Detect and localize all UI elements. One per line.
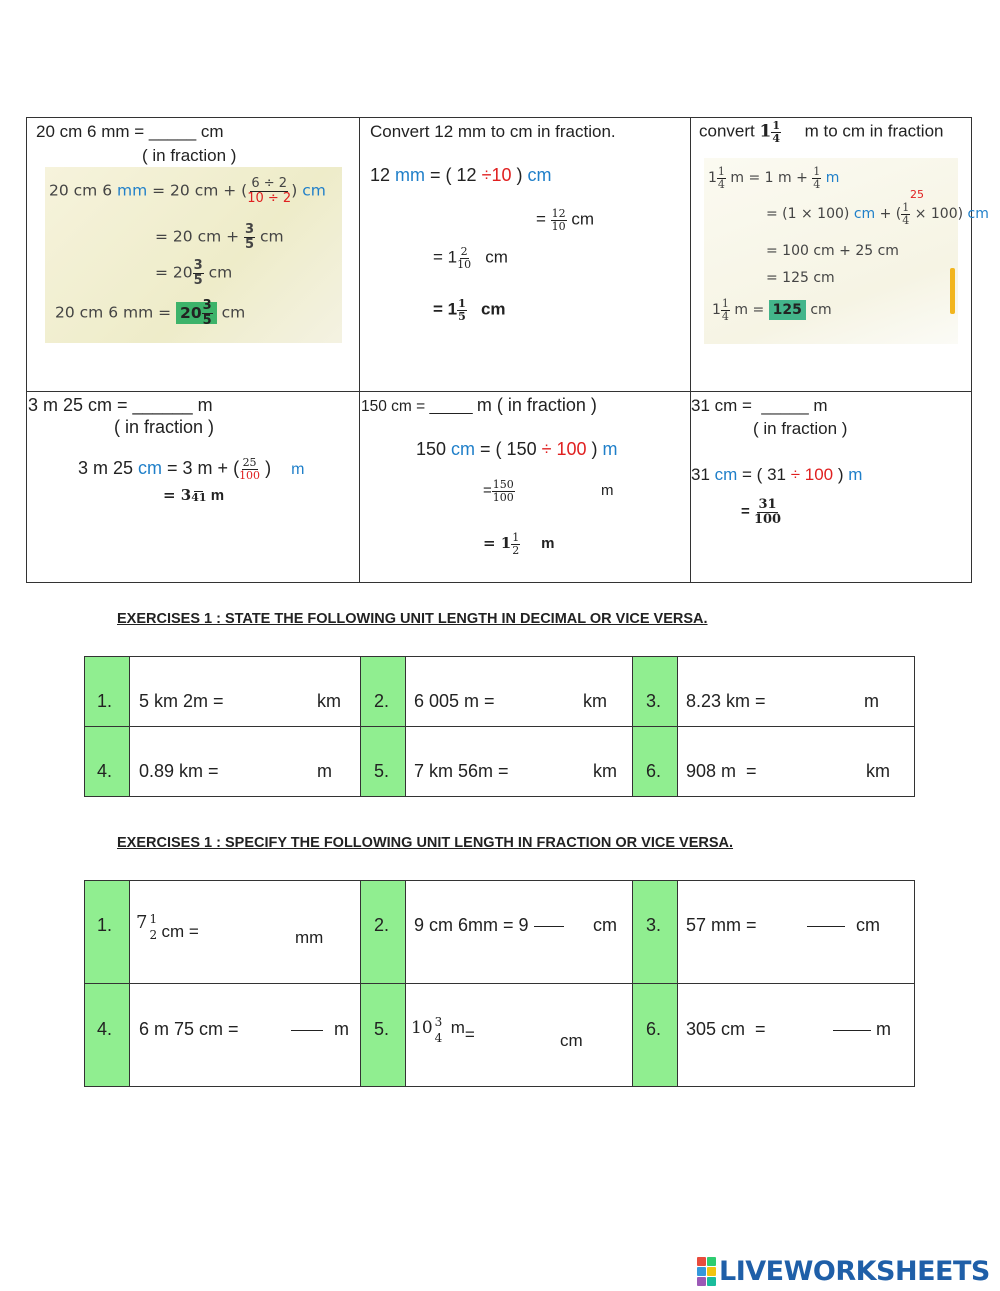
example-question: 20 cm 6 mm = _____ cm — [36, 122, 224, 141]
table-divider — [27, 391, 971, 392]
logo-icon — [697, 1257, 716, 1286]
worked-examples-table — [26, 117, 989, 583]
item-question: 7 km 56m = — [414, 761, 509, 781]
denominator-input[interactable] — [809, 933, 847, 955]
example-step: 150 cm = ( 150 ÷ 100 ) m — [416, 439, 618, 459]
item-number: 6. — [646, 761, 662, 781]
item-question: 8.23 km = — [686, 691, 766, 711]
denominator-input[interactable] — [543, 933, 575, 955]
item-number: 5. — [374, 761, 390, 781]
item-unit: cm — [560, 1031, 583, 1050]
answer-input[interactable] — [779, 755, 863, 781]
example-step: = 1 $\frac{2}{10}$ cm — [433, 245, 508, 271]
item-unit: km — [866, 761, 890, 781]
logo-text: LIVEWORKSHEETS — [719, 1256, 990, 1287]
item-unit: mm — [295, 928, 324, 947]
example-answer: = 3 41 m — [163, 486, 225, 505]
answer-input[interactable] — [779, 685, 863, 711]
example-question: convert 1 $\frac{1}{4}$ m to cm in fraction — [699, 119, 944, 145]
example-step: 31 cm = ( 31 ÷ 100 ) m — [691, 465, 863, 484]
denominator-input[interactable] — [835, 1037, 873, 1059]
table-divider — [690, 118, 691, 582]
item-unit: m — [876, 1019, 891, 1039]
example-question: 150 cm = _____ m ( in fraction ) — [361, 395, 597, 415]
item-number: 2. — [374, 915, 390, 935]
item-question: 6 m 75 cm = — [139, 1019, 239, 1039]
numerator-input[interactable] — [292, 997, 326, 1019]
denominator-input[interactable] — [292, 1037, 326, 1059]
item-question: 57 mm = — [686, 915, 757, 935]
example-question: 3 m 25 cm = ______ m — [28, 395, 213, 415]
answer-input[interactable] — [509, 685, 583, 711]
item-number: 4. — [97, 761, 113, 781]
answer-input[interactable] — [215, 923, 295, 949]
item-question: 0.89 km = — [139, 761, 219, 781]
item-unit: cm — [593, 915, 617, 935]
textbook-excerpt-image: 20 cm 6 mm = 20 cm + ( $\frac{6 \div 2}{10 \div 2}$ ) cm = 20 cm + $\frac{3}{5}$ cm = 20 $\frac{3}{5}$ cm 20 cm 6 mm = 20 $\frac{3}{5}$ cm — [45, 167, 342, 343]
example-answer: = 1 $\frac{1}{2}$ m — [483, 531, 555, 557]
item-question: 9 cm 6mm = 9 — [414, 915, 564, 936]
example-question: Convert 12 mm to cm in fraction. — [370, 122, 616, 141]
item-number: 3. — [646, 915, 662, 935]
fraction-bar — [534, 926, 564, 927]
example-answer: = $\frac{31}{100}$ — [741, 497, 782, 527]
example-step: 3 m 25 cm = 3 m + ( $\frac{25}{100}$ ) m — [78, 456, 305, 482]
item-number: 1. — [97, 915, 113, 935]
answer-input[interactable] — [485, 1023, 557, 1049]
item-question: 10 3 4 m= — [411, 1015, 475, 1045]
example-subtitle: ( in fraction ) — [142, 146, 237, 165]
item-unit: m — [864, 691, 879, 711]
item-number: 5. — [374, 1019, 390, 1039]
table-divider — [359, 118, 360, 582]
example-step: = $\frac{12}{10}$ cm — [536, 207, 595, 233]
example-answer: = 1 $\frac{1}{5}$ cm — [433, 297, 506, 323]
fraction-bar — [291, 1030, 323, 1031]
example-question: 31 cm = _____ m — [691, 396, 828, 415]
item-question: 7 1 2 cm = — [136, 912, 199, 942]
exercise-1-table — [84, 656, 915, 797]
item-unit: m — [317, 761, 332, 781]
item-number: 3. — [646, 691, 662, 711]
item-unit: m — [334, 1019, 349, 1039]
item-question: 305 cm = — [686, 1019, 766, 1039]
exercise-1-heading: EXERCISES 1 : STATE THE FOLLOWING UNIT LENGTH IN DECIMAL OR VICE VERSA. — [117, 611, 708, 627]
item-unit: cm — [856, 915, 880, 935]
exercise-2-heading: EXERCISES 1 : SPECIFY THE FOLLOWING UNIT LENGTH IN FRACTION OR VICE VERSA. — [117, 835, 734, 851]
fraction-bar — [833, 1030, 871, 1031]
item-number: 4. — [97, 1019, 113, 1039]
numerator-input[interactable] — [835, 997, 873, 1019]
item-unit: km — [583, 691, 607, 711]
exercise-2-table — [84, 880, 915, 1087]
example-subtitle: ( in fraction ) — [114, 417, 215, 437]
item-unit: km — [593, 761, 617, 781]
example-step: = $\frac{150}{100}$ m — [483, 478, 614, 504]
item-number: 2. — [374, 691, 390, 711]
numerator-input[interactable] — [543, 893, 575, 915]
example-step: 12 mm = ( 12 ÷10 ) cm — [370, 165, 552, 185]
item-question: 908 m = — [686, 761, 757, 781]
textbook-excerpt-image: 1 $\frac{1}{4}$ m = 1 m + $\frac{1}{4}$ m = (1 × 100) cm + ( $\frac{1}{4}$ × 100) cm 25 = 100 cm + 25 cm = 125 cm 1 $\frac{1}{4}$ m = 125 cm — [704, 158, 958, 344]
fraction-bar — [807, 926, 845, 927]
answer-input[interactable] — [519, 755, 593, 781]
item-number: 6. — [646, 1019, 662, 1039]
answer-input[interactable] — [235, 685, 313, 711]
answer-input[interactable] — [235, 755, 313, 781]
item-unit: km — [317, 691, 341, 711]
example-subtitle: ( in fraction ) — [753, 419, 848, 438]
item-question: 6 005 m = — [414, 691, 495, 711]
numerator-input[interactable] — [809, 893, 847, 915]
item-number: 1. — [97, 691, 113, 711]
liveworksheets-logo — [697, 1256, 990, 1287]
item-question: 5 km 2m = — [139, 691, 224, 711]
